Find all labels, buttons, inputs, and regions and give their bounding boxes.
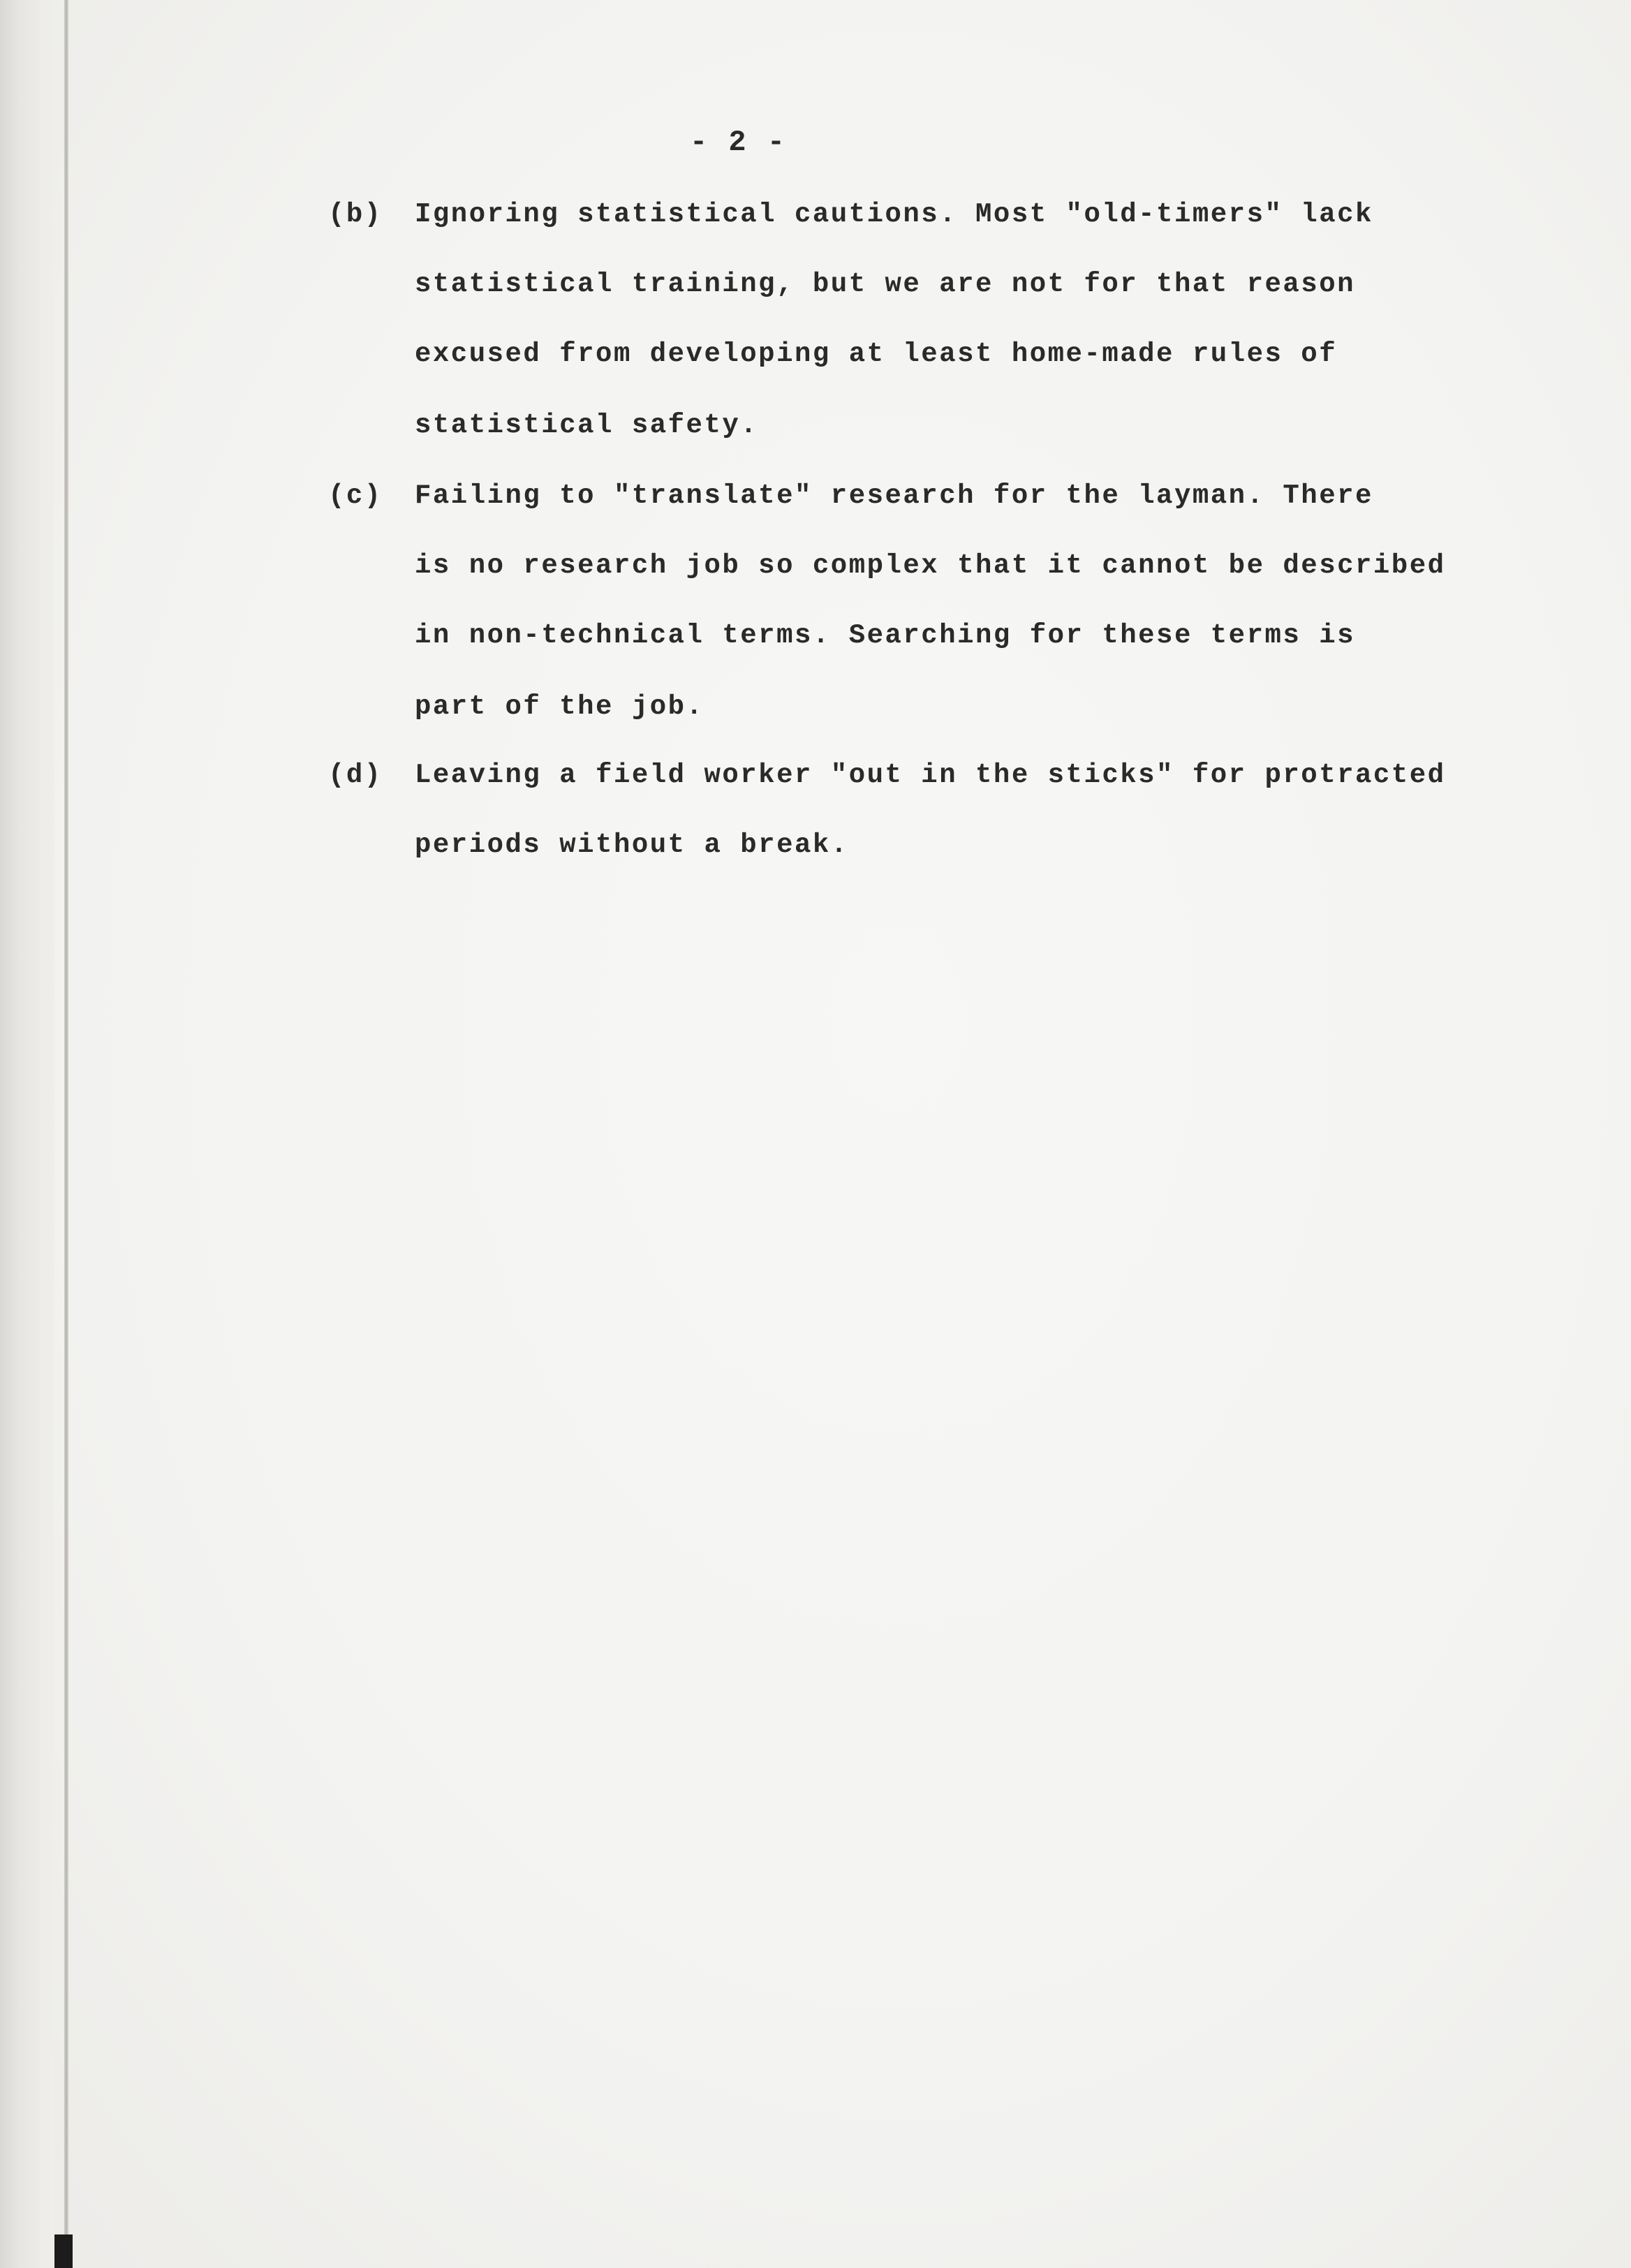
item-line: excused from developing at least home-made rules of (415, 339, 1338, 369)
item-line: statistical training, but we are not for that reason (415, 269, 1355, 300)
item-label: (c) (328, 480, 383, 511)
item-line: is no research job so complex that it cannot be described (415, 550, 1446, 581)
item-line: in non-technical terms. Searching for these terms is (415, 620, 1355, 651)
page-binding-shadow (64, 0, 68, 2268)
item-label: (b) (328, 199, 383, 230)
item-line: Failing to "translate" research for the layman. There (415, 480, 1373, 511)
page-number: - 2 - (690, 126, 787, 159)
item-label: (d) (328, 760, 383, 790)
item-line: part of the job. (415, 691, 704, 722)
item-line: statistical safety. (415, 410, 759, 441)
page-binding-edge (0, 0, 54, 2268)
binding-corner-mark (54, 2234, 73, 2268)
item-line: Ignoring statistical cautions. Most "old-timers" lack (415, 199, 1373, 230)
item-line: periods without a break. (415, 830, 849, 860)
item-line: Leaving a field worker "out in the sticks" for protracted (415, 760, 1446, 790)
